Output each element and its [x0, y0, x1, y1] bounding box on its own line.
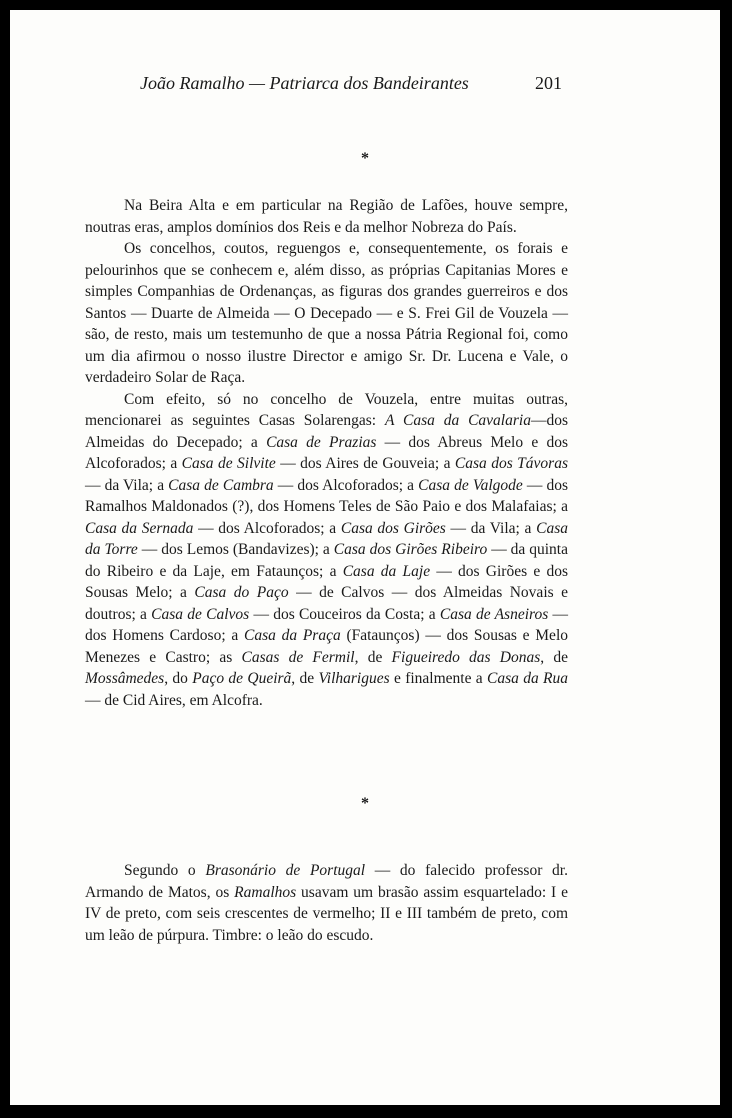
running-header — [140, 73, 562, 94]
book-page — [10, 10, 720, 1105]
paragraph-brasonario: Segundo o Brasonário de Portugal — do falecido professor dr. Armando de Matos, os Ramalhos usavam um brasão assim esquartelado: I e IV de preto, com seis crescentes de vermelho; II e III também de preto, com um leão de púrpura. Timbre: o leão do escudo. — [85, 862, 568, 944]
running-title: João Ramalho — Patriarca dos Bandeirantes — [140, 73, 469, 93]
asterisk-ornament-middle: * — [361, 795, 369, 812]
paragraph-concelhos: Os concelhos, coutos, reguengos e, consequentemente, os forais e pelourinhos que se conhecem e, além disso, as próprias Capitanias Mores e simples Companhias de Ordenanças, as figuras dos grandes guerreiros e dos Santos — Duarte de Almeida — O Decepado — e S. Frei Gil de Vouzela — são, de resto, mais um testemunho de que a nossa Pátria Regional foi, como um dia afirmou o nosso ilustre Director e amigo Sr. Dr. Lucena e Vale, o verdadeiro Solar de Raça. — [85, 240, 568, 386]
section-one — [85, 195, 568, 711]
paragraph-casas-solarengas: Com efeito, só no concelho de Vouzela, entre muitas outras, mencionarei as seguintes Casas Solarengas: A Casa da Cavalaria—dos Almeidas do Decepado; a Casa de Prazias — dos Abreus Melo e dos Alcoforados; a Casa de Silvite — dos Aires de Gouveia; a Casa dos Távoras — da Vila; a Casa de Cambra — dos Alcoforados; a Casa de Valgode — dos Ramalhos Maldonados (?), dos Homens Teles de São Paio e dos Malafaias; a Casa da Sernada — dos Alcoforados; a Casa dos Girões — da Vila; a Casa da Torre — dos Lemos (Bandavizes); a Casa dos Girões Ribeiro — da quinta do Ribeiro e da Laje, em Fataunços; a Casa da Laje — dos Girões e dos Sousas Melo; a Casa do Paço — de Calvos — dos Almeidas Novais e doutros; a Casa de Calvos — dos Couceiros da Costa; a Casa de Asneiros — dos Homens Cardoso; a Casa da Praça (Fataunços) — dos Sousas e Melo Menezes e Castro; as Casas de Fermil, de Figueiredo das Donas, de Mossâmedes, do Paço de Queirã, de Vilharigues e finalmente a Casa da Rua — de Cid Aires, em Alcofra. — [85, 390, 569, 709]
page-number: 201 — [535, 73, 562, 93]
paragraph-beira-alta: Na Beira Alta e em particular na Região de Lafões, houve sempre, noutras eras, amplos domínios dos Reis e da melhor Nobreza do País. — [85, 197, 568, 236]
section-two — [85, 860, 568, 946]
asterisk-ornament-top: * — [361, 150, 369, 167]
